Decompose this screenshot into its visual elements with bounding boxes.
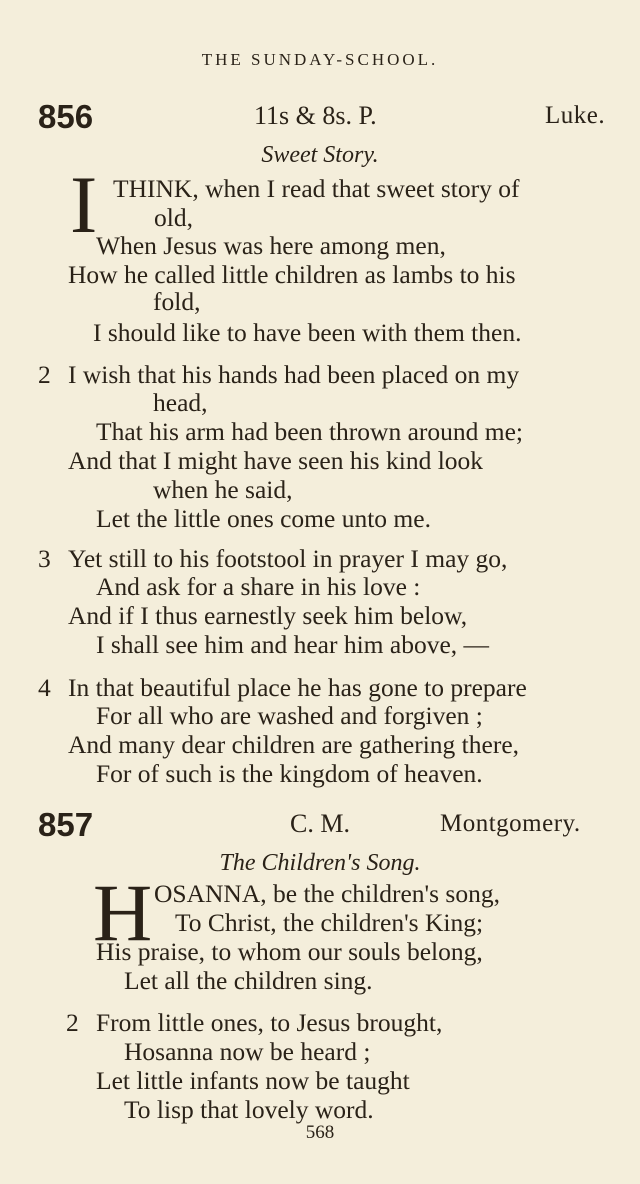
- verse-line: OSANNA, be the children's song,: [154, 879, 500, 908]
- verse-line: I wish that his hands had been placed on my: [68, 360, 520, 389]
- verse-line: And if I thus earnestly seek him below,: [68, 601, 468, 630]
- verse-line: head,: [153, 388, 208, 417]
- hymn-number: 856: [38, 98, 94, 135]
- verse-line: For of such is the kingdom of heaven.: [96, 759, 483, 788]
- verse-line: And ask for a share in his love :: [96, 572, 421, 601]
- verse-line: From little ones, to Jesus brought,: [96, 1008, 443, 1037]
- verse-line: Let little infants now be taught: [96, 1066, 410, 1095]
- verse-line: When Jesus was here among men,: [96, 231, 446, 260]
- verse-line: That his arm had been thrown around me;: [96, 417, 524, 446]
- verse-line: when he said,: [153, 475, 293, 504]
- verse-number: 2: [38, 360, 51, 389]
- hymn-author: Montgomery.: [440, 810, 581, 837]
- page-number: 568: [305, 1122, 335, 1143]
- verse-line: old,: [154, 203, 193, 232]
- hymn-title: Sweet Story.: [261, 142, 379, 168]
- verse-line: I should like to have been with them then.: [93, 318, 522, 347]
- hymn-number: 857: [38, 806, 94, 843]
- hymn-author: Luke.: [545, 102, 606, 129]
- verse-number: 3: [38, 544, 51, 573]
- running-head: THE SUNDAY-SCHOOL.: [201, 50, 439, 69]
- verse-line: For all who are washed and forgiven ;: [96, 701, 483, 730]
- verse-line: And that I might have seen his kind look: [68, 446, 484, 475]
- verse-number: 4: [38, 673, 51, 702]
- verse-line: Let the little ones come unto me.: [96, 504, 431, 533]
- verse-line: In that beautiful place he has gone to prepare: [68, 673, 527, 702]
- hymn-meter: C. M.: [290, 809, 350, 838]
- verse-line: Hosanna now be heard ;: [124, 1037, 371, 1066]
- hymn-meter: 11s & 8s. P.: [254, 101, 377, 130]
- verse-line: And many dear children are gathering there,: [68, 730, 520, 759]
- verse-line: To Christ, the children's King;: [175, 908, 484, 937]
- drop-cap: H: [93, 867, 153, 958]
- verse-line: I shall see him and hear him above, —: [96, 630, 490, 659]
- verse-line: Yet still to his footstool in prayer I may go,: [68, 544, 508, 573]
- verse-line: fold,: [153, 287, 201, 316]
- verse-line: Let all the children sing.: [124, 966, 373, 995]
- verse-line: His praise, to whom our souls belong,: [96, 937, 483, 966]
- hymn-title: The Children's Song.: [219, 850, 421, 876]
- verse-line: THINK, when I read that sweet story of: [113, 174, 520, 203]
- verse-line: To lisp that lovely word.: [124, 1095, 374, 1124]
- drop-cap: I: [70, 159, 98, 250]
- verse-number: 2: [66, 1008, 79, 1037]
- verse-line: How he called little children as lambs to his: [68, 260, 516, 289]
